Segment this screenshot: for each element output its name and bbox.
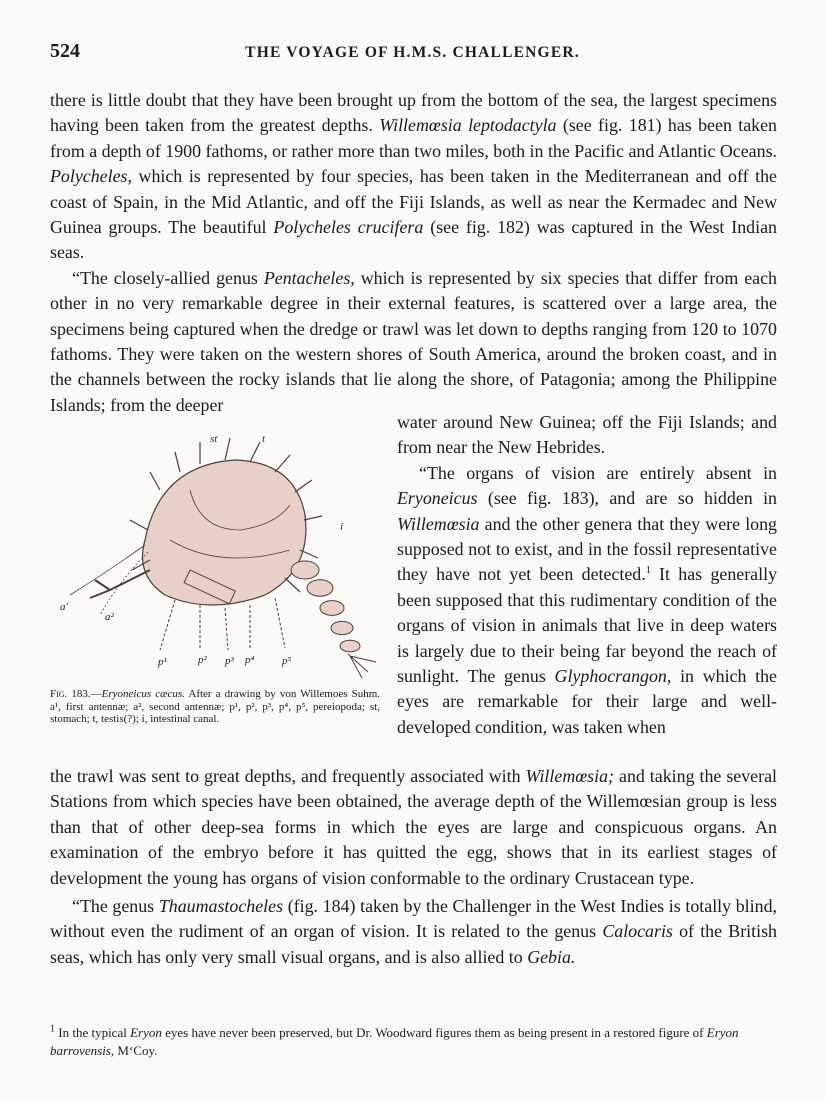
spine	[150, 472, 160, 490]
tail-fan	[348, 654, 376, 678]
spine	[300, 550, 318, 558]
eryoneicus-illustration	[50, 420, 380, 685]
paragraph-2-continued: water around New Guinea; off the Fiji Islands; and from near the New Hebrides.	[397, 412, 777, 458]
pereiopod	[160, 600, 175, 650]
paragraph-4: “The genus Thaumastocheles (fig. 184) taken by the Challenger in the West Indies is totally blind, without even the rudiment of an organ of vision. It is related to the genus Calocaris of the British seas, which has only very small visual organs, and is also allied to Gebia.	[50, 896, 777, 967]
body-text-top	[50, 88, 777, 418]
figure-caption: Fig. 183.—Eryoneicus cæcus. After a drawing by von Willemoes Suhm. a¹, first antennæ; a², second antennæ; p¹, p², p³, p⁴, p⁵, pereiopoda; st, stomach; t, testis(?); i, intestinal canal.	[50, 688, 381, 725]
label-p3: p³	[225, 655, 234, 667]
abdomen-segment	[320, 601, 344, 616]
figure-183	[50, 420, 380, 750]
spine	[285, 578, 300, 592]
spine	[295, 480, 312, 492]
body-text-bottom	[50, 764, 777, 970]
abdomen-segment	[331, 621, 353, 634]
spine	[250, 442, 260, 462]
abdomen-segment	[307, 580, 333, 596]
label-p1: p¹	[158, 656, 167, 668]
label-p5: p⁵	[282, 655, 292, 667]
footnote: $^1$ In the typical Eryon eyes have never been preserved, but Dr. Woodward figures them as being present in a restored figure of Eryon barrovensis, M‘Coy.	[50, 1023, 739, 1058]
paragraph-3: “The organs of vision are entirely absent in Eryoneicus (see fig. 183), and are so hidden in Willemœsia and the other genera that they were long supposed not to exist, and in the fossil representative they have not yet been detected.$^1$ It has generally been supposed that this rudimentary condition of the organs of vision in animals that live in deep waters is largely due to their being far beyond the reach of sunlight. The genus Glyphocrangon, in which the eyes are remarkable for their large and well-developed condition, was taken when	[397, 462, 778, 737]
spine	[304, 516, 322, 520]
label-a2: a²	[105, 611, 114, 623]
crab-drawing	[70, 438, 376, 678]
abdomen-segment	[340, 640, 360, 652]
page-number: 524	[50, 40, 80, 62]
spine	[225, 438, 230, 460]
pereiopod	[275, 598, 285, 648]
footnote-ref: 1	[645, 565, 651, 577]
paragraph-1: there is little doubt that they have been brought up from the bottom of the sea, the largest specimens having been taken from the greatest depths. Willemœsia leptodactyla (see fig. 181) has been taken from a depth of 1900 fathoms, or rather more than two miles, both in the Pacific and Atlantic Oceans. Polycheles, which is represented by four species, has been taken in the Mediterranean and off the coast of Spain, in the Mid Atlantic, and off the Fiji Islands, as well as near the Kermadec and New Guinea groups. The beautiful Polycheles crucifera (see fig. 182) was captured in the West Indian seas.	[50, 90, 777, 263]
body-text-right-column	[397, 410, 777, 740]
label-p4: p⁴	[245, 654, 255, 666]
label-t: t	[262, 433, 266, 445]
paragraph-2: “The closely-allied genus Pentacheles, which is represented by six species that differ from each other in no very remarkable degree in their external features, is scattered over a large area, the specimens being captured when the dredge or trawl was let down to depths ranging from 120 to 1070 fathoms. They were taken on the western shores of South America, around the broken coast, and in the channels between the rocky islands that lie along the shore, of Patagonia; among the Philippine Islands; from the deeper	[50, 267, 777, 415]
paragraph-3-continued: the trawl was sent to great depths, and frequently associated with Willemœsia; and taking the several Stations from which species have been obtained, the average depth of the Willemœsian group is less than that of other deep-sea forms in which the eyes are large and conspicuous organs. An examination of the embryo before it has quitted the egg, shows that in its earliest stages of development the young has organs of vision conformable to the ordinary Crustacean type.	[50, 766, 777, 888]
carapace	[143, 460, 306, 605]
running-title: THE VOYAGE OF H.M.S. CHALLENGER.	[245, 44, 580, 61]
spine	[275, 455, 290, 472]
spine	[130, 520, 148, 530]
label-st: st	[210, 433, 218, 445]
label-i: i	[340, 521, 344, 533]
cheliped	[90, 570, 150, 598]
abdomen-segment	[291, 561, 319, 579]
label-a1: a'	[60, 601, 68, 613]
label-p2: p²	[198, 654, 207, 666]
spine	[175, 452, 180, 472]
pereiopod	[225, 608, 228, 650]
